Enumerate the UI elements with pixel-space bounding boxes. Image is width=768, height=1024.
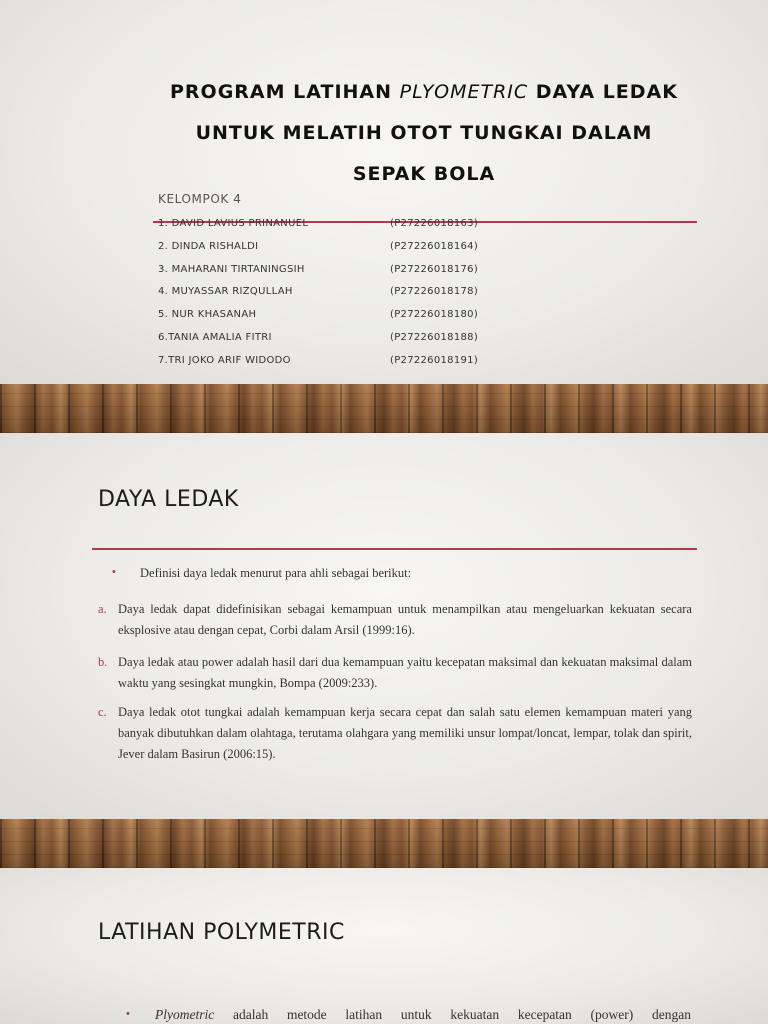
member-id: (P27226018176) [390, 263, 479, 275]
definition-item [98, 652, 692, 694]
member-row [158, 264, 578, 287]
title-italic-word: PLYOMETRIC [399, 81, 529, 103]
slide-heading: LATIHAN POLYMETRIC [98, 920, 345, 945]
member-row [158, 355, 578, 378]
member-id: (P27226018163) [390, 218, 479, 229]
member-name: 7.TRI JOKO ARIF WIDODO [158, 354, 291, 366]
plyometric-definition [155, 1004, 691, 1024]
slide-title [60, 72, 768, 195]
definition-item [98, 702, 692, 765]
member-name: 6.TANIA AMALIA FITRI [158, 331, 272, 343]
group-label: KELOMPOK 4 [158, 192, 242, 206]
definition-marker: a. [98, 602, 107, 616]
wood-floor-divider [0, 819, 768, 868]
member-name: 5. NUR KHASANAH [158, 309, 257, 321]
daya-ledak-slide [0, 433, 768, 819]
definition-marker: b. [98, 655, 108, 669]
member-row [158, 309, 578, 332]
member-id: (P27226018191) [390, 354, 479, 366]
definition-text: Daya ledak otot tungkai adalah kemampuan kerja secara cepat dan salah satu elemen kemampuan materi yang banyak dibutuhkan dalam olahtaga, terutama olahgara yang memiliki unsur lompat/loncat, lempar, tolak dan spirit, Jever dalam Basirun (2006:15). [118, 705, 692, 761]
definition-marker: c. [98, 705, 107, 719]
title-slide [0, 0, 768, 384]
definition-text: Daya ledak atau power adalah hasil dari dua kemampuan yaitu kecepatan maksimal dan kekuatan maksimal dalam waktu yang sesingkat mungkin, Bompa (2009:233). [118, 655, 692, 690]
wood-floor-divider [0, 384, 768, 433]
plyometric-text: adalah metode latihan untuk kekuatan kecepatan (power) dengan [214, 1007, 691, 1022]
title-line-2: UNTUK MELATIH OTOT TUNGKAI DALAM [195, 122, 653, 144]
member-id: (P27226018178) [390, 286, 479, 298]
member-id: (P27226018180) [390, 309, 479, 321]
member-name: 3. MAHARANI TIRTANINGSIH [158, 263, 305, 275]
definition-item [98, 599, 692, 641]
member-row [158, 332, 578, 355]
member-row [158, 286, 578, 309]
slide-heading: DAYA LEDAK [98, 487, 239, 512]
member-name: 2. DINDA RISHALDI [158, 240, 259, 252]
intro-text: Definisi daya ledak menurut para ahli sebagai berikut: [140, 566, 412, 580]
title-part-a: PROGRAM LATIHAN [169, 81, 400, 103]
member-row [158, 218, 578, 241]
definition-text: Daya ledak dapat didefinisikan sebagai kemampuan untuk menampilkan atau mengeluarkan kekuatan secara eksplosive atau dengan cepat, Corbi dalam Arsil (1999:16). [118, 602, 692, 637]
plyometric-term: Plyometric [155, 1007, 215, 1022]
latihan-polymetric-slide [0, 868, 768, 1024]
member-name: 4. MUYASSAR RIZQULLAH [158, 286, 293, 298]
member-id: (P27226018188) [390, 331, 479, 343]
heading-divider [92, 548, 697, 550]
member-row [158, 241, 578, 264]
member-id: (P27226018164) [390, 240, 479, 252]
member-list [158, 218, 578, 378]
member-name: 1. DAVID LAVIUS PRINANUEL [158, 218, 309, 229]
title-part-b: DAYA LEDAK [528, 81, 678, 103]
title-line-3: SEPAK BOLA [352, 163, 496, 185]
bullet-icon: • [112, 566, 116, 578]
bullet-icon: • [126, 1008, 130, 1020]
